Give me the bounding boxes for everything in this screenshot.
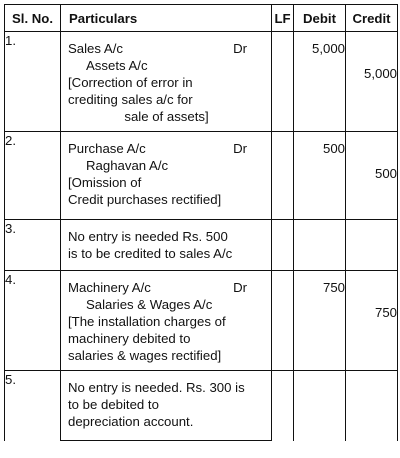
sl-cell: 4. bbox=[5, 271, 61, 371]
narration-line: crediting sales a/c for bbox=[68, 92, 193, 107]
sl-cell: 5. bbox=[5, 371, 61, 441]
debit-account: Machinery A/c bbox=[68, 280, 151, 295]
narration-line: machinery debited to bbox=[68, 331, 191, 346]
sl-cell: 3. bbox=[5, 220, 61, 271]
note-line: No entry is needed Rs. 500 bbox=[68, 229, 228, 244]
particulars-cell bbox=[61, 32, 272, 132]
lf-cell bbox=[272, 220, 294, 271]
debit-cell bbox=[294, 32, 346, 132]
credit-cell bbox=[346, 32, 398, 132]
particulars-cell bbox=[61, 371, 272, 441]
narration-line: [Correction of error in bbox=[68, 75, 193, 90]
particulars-cell bbox=[61, 220, 272, 271]
header-particulars: Particulars bbox=[61, 5, 272, 32]
debit-cell bbox=[294, 132, 346, 220]
rectification-journal-table bbox=[4, 4, 398, 441]
narration-line: sale of assets] bbox=[124, 109, 209, 124]
narration-line: salaries & wages rectified] bbox=[68, 348, 222, 363]
credit-cell bbox=[346, 220, 398, 271]
note-line: to be debited to bbox=[68, 397, 159, 412]
header-lf: LF bbox=[272, 5, 294, 32]
narration-line: [The installation charges of bbox=[68, 314, 226, 329]
debit-amount: 500 bbox=[322, 141, 345, 156]
dr-label: Dr bbox=[233, 141, 247, 156]
table-row bbox=[5, 32, 398, 132]
note-line: depreciation account. bbox=[68, 414, 194, 429]
lf-cell bbox=[272, 371, 294, 441]
debit-cell bbox=[294, 220, 346, 271]
credit-amount: 500 bbox=[374, 166, 397, 181]
table-row bbox=[5, 371, 398, 441]
header-sl-no: Sl. No. bbox=[5, 5, 61, 32]
lf-cell bbox=[272, 271, 294, 371]
table-row bbox=[5, 271, 398, 371]
debit-account: Purchase A/c bbox=[68, 141, 146, 156]
narration-line: [Omission of bbox=[68, 175, 142, 190]
journal-table-container bbox=[4, 4, 397, 451]
credit-cell bbox=[346, 132, 398, 220]
lf-cell bbox=[272, 32, 294, 132]
particulars-cell bbox=[61, 271, 272, 371]
debit-amount: 5,000 bbox=[311, 41, 345, 56]
sl-cell: 1. bbox=[5, 32, 61, 132]
credit-cell bbox=[346, 271, 398, 371]
credit-cell bbox=[346, 371, 398, 441]
debit-cell bbox=[294, 271, 346, 371]
credit-account: Assets A/c bbox=[86, 58, 148, 73]
lf-cell bbox=[272, 132, 294, 220]
debit-cell bbox=[294, 371, 346, 441]
debit-amount: 750 bbox=[322, 280, 345, 295]
header-debit: Debit bbox=[294, 5, 346, 32]
particulars-cell bbox=[61, 132, 272, 220]
credit-amount: 750 bbox=[374, 305, 397, 320]
header-row bbox=[5, 5, 398, 32]
dr-label: Dr bbox=[233, 41, 247, 56]
sl-cell: 2. bbox=[5, 132, 61, 220]
credit-account: Raghavan A/c bbox=[86, 158, 169, 173]
narration-line: Credit purchases rectified] bbox=[68, 192, 222, 207]
note-line: No entry is needed. Rs. 300 is bbox=[68, 380, 245, 395]
header-credit: Credit bbox=[346, 5, 398, 32]
credit-account: Salaries & Wages A/c bbox=[86, 297, 213, 312]
dr-label: Dr bbox=[233, 280, 247, 295]
table-row bbox=[5, 132, 398, 220]
credit-amount: 5,000 bbox=[363, 66, 397, 81]
debit-account: Sales A/c bbox=[68, 41, 123, 56]
table-row bbox=[5, 220, 398, 271]
note-line: is to be credited to sales A/c bbox=[68, 246, 233, 261]
